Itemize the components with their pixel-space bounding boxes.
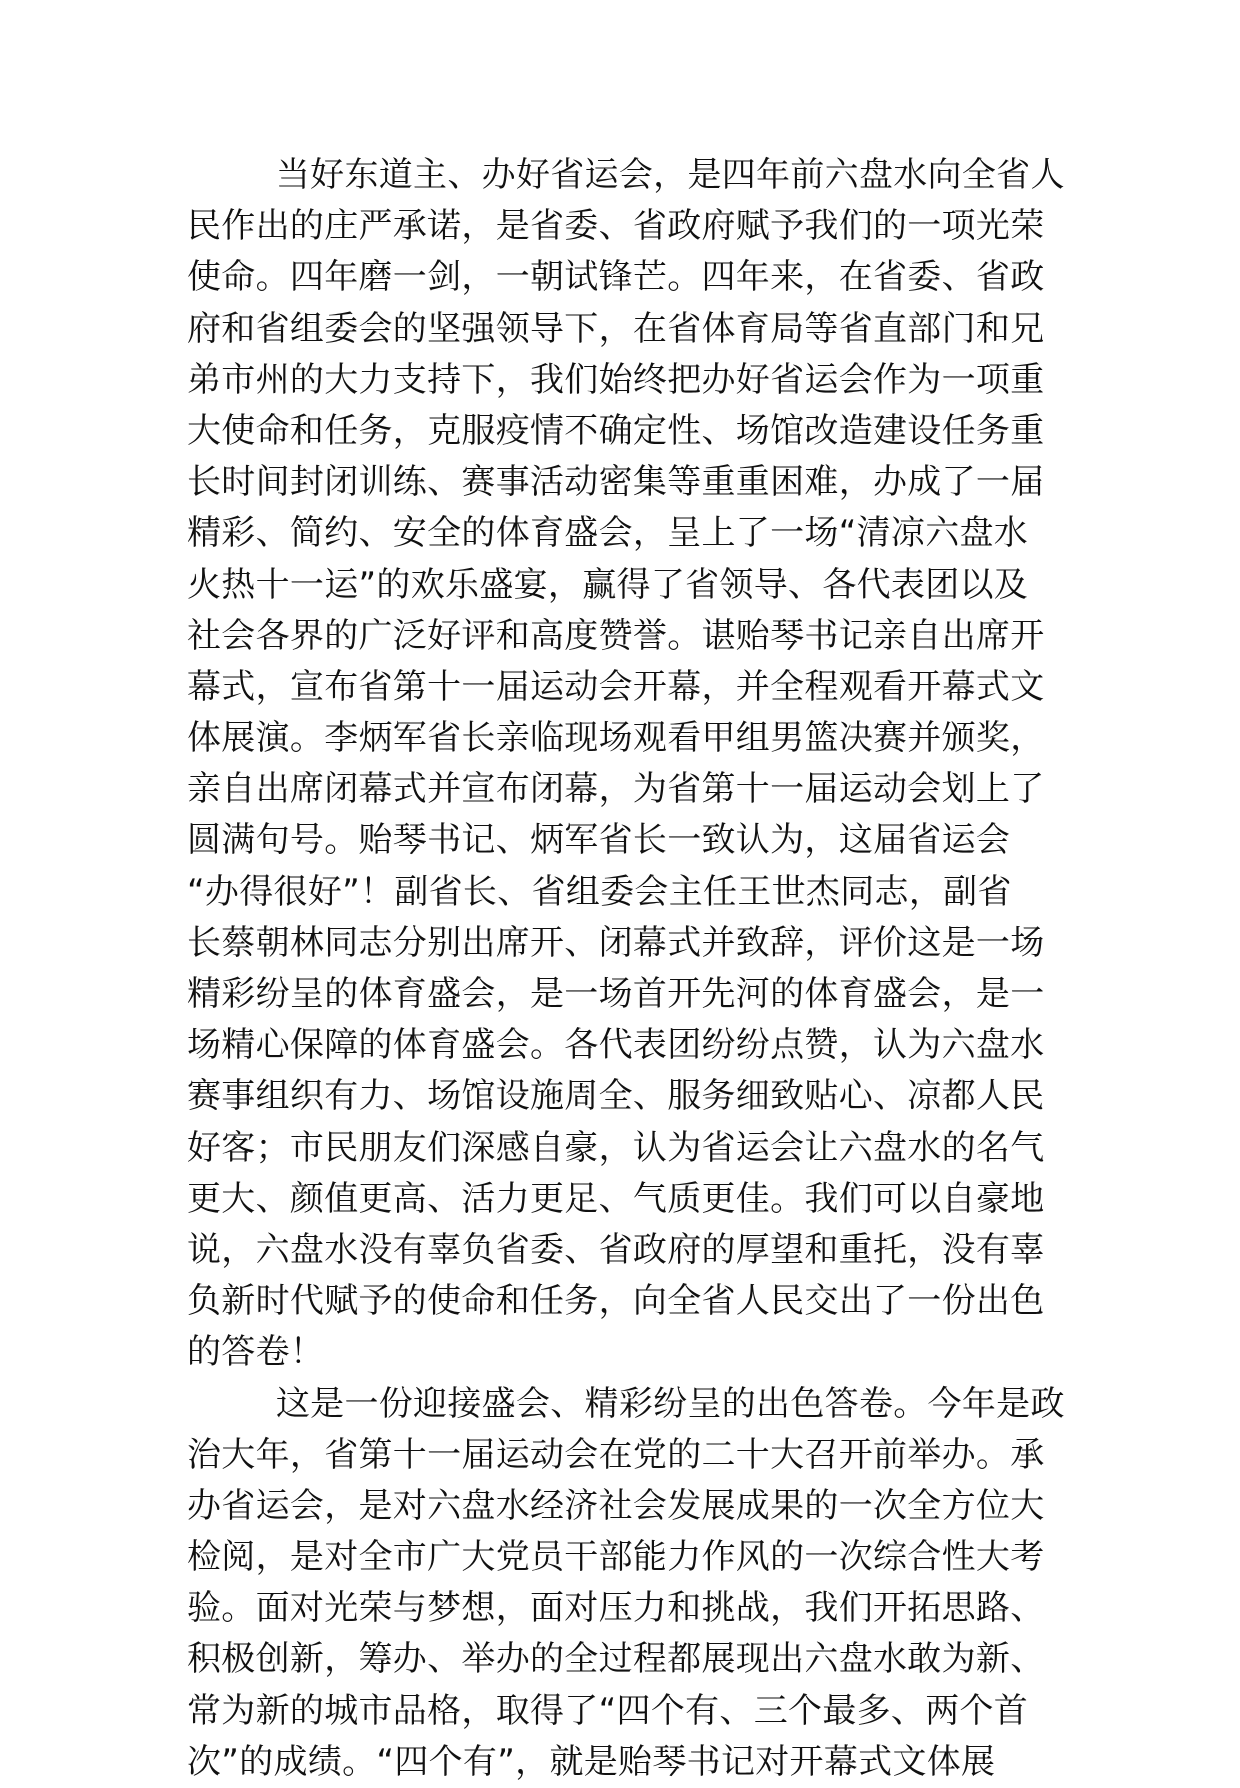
text-line: 验。面对光荣与梦想，面对压力和挑战，我们开拓思路、 <box>187 1583 1053 1634</box>
text-line: “办得很好”！副省长、省组委会主任王世杰同志，副省 <box>187 867 1053 918</box>
text-line: 使命。四年磨一剑，一朝试锋芒。四年来，在省委、省政 <box>187 252 1053 303</box>
text-line: 精彩、简约、安全的体育盛会，呈上了一场“清凉六盘水 <box>187 508 1053 559</box>
text-line: 更大、颜值更高、活力更足、气质更佳。我们可以自豪地 <box>187 1174 1053 1225</box>
text-line: 幕式，宣布省第十一届运动会开幕，并全程观看开幕式文 <box>187 662 1053 713</box>
text-line: 长时间封闭训练、赛事活动密集等重重困难，办成了一届 <box>187 457 1053 508</box>
paragraph-1 <box>187 150 1053 1379</box>
text-line: 弟市州的大力支持下，我们始终把办好省运会作为一项重 <box>187 355 1053 406</box>
paragraph-2 <box>187 1379 1053 1788</box>
text-line: 说，六盘水没有辜负省委、省政府的厚望和重托，没有辜 <box>187 1225 1053 1276</box>
text-line: 好客；市民朋友们深感自豪，认为省运会让六盘水的名气 <box>187 1123 1053 1174</box>
text-line: 民作出的庄严承诺，是省委、省政府赋予我们的一项光荣 <box>187 201 1053 252</box>
text-line: 治大年，省第十一届运动会在党的二十大召开前举办。承 <box>187 1430 1053 1481</box>
text-line: 当好东道主、办好省运会，是四年前六盘水向全省人 <box>187 150 1053 201</box>
text-line: 长蔡朝林同志分别出席开、闭幕式并致辞，评价这是一场 <box>187 918 1053 969</box>
text-line: 府和省组委会的坚强领导下，在省体育局等省直部门和兄 <box>187 304 1053 355</box>
body-text <box>187 150 1053 1788</box>
text-line: 积极创新，筹办、举办的全过程都展现出六盘水敢为新、 <box>187 1634 1053 1685</box>
text-line: 火热十一运”的欢乐盛宴，赢得了省领导、各代表团以及 <box>187 560 1053 611</box>
text-line: 的答卷！ <box>187 1327 1053 1378</box>
text-line: 大使命和任务，克服疫情不确定性、场馆改造建设任务重 <box>187 406 1053 457</box>
text-line: 常为新的城市品格，取得了“四个有、三个最多、两个首 <box>187 1686 1053 1737</box>
text-line: 体展演。李炳军省长亲临现场观看甲组男篮决赛并颁奖， <box>187 713 1053 764</box>
text-line: 次”的成绩。“四个有”，就是贻琴书记对开幕式文体展 <box>187 1737 1053 1788</box>
text-line: 社会各界的广泛好评和高度赞誉。谌贻琴书记亲自出席开 <box>187 611 1053 662</box>
text-line: 场精心保障的体育盛会。各代表团纷纷点赞，认为六盘水 <box>187 1020 1053 1071</box>
text-line: 这是一份迎接盛会、精彩纷呈的出色答卷。今年是政 <box>187 1379 1053 1430</box>
text-line: 亲自出席闭幕式并宣布闭幕，为省第十一届运动会划上了 <box>187 764 1053 815</box>
text-line: 办省运会，是对六盘水经济社会发展成果的一次全方位大 <box>187 1481 1053 1532</box>
text-line: 精彩纷呈的体育盛会，是一场首开先河的体育盛会，是一 <box>187 969 1053 1020</box>
text-line: 负新时代赋予的使命和任务，向全省人民交出了一份出色 <box>187 1276 1053 1327</box>
text-line: 赛事组织有力、场馆设施周全、服务细致贴心、凉都人民 <box>187 1071 1053 1122</box>
text-line: 圆满句号。贻琴书记、炳军省长一致认为，这届省运会 <box>187 815 1053 866</box>
text-line: 检阅，是对全市广大党员干部能力作风的一次综合性大考 <box>187 1532 1053 1583</box>
